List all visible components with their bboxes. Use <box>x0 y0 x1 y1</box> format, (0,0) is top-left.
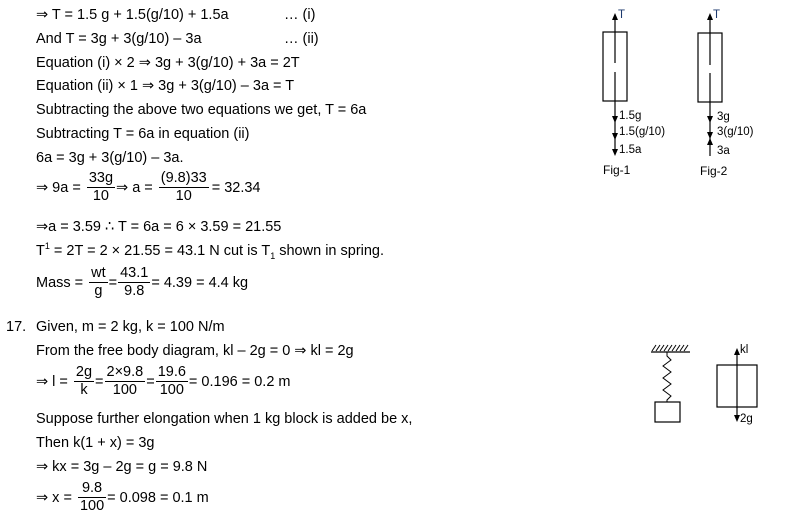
fig2-force-2: 3(g/10) <box>717 126 754 138</box>
question-number: 17. <box>6 319 27 335</box>
fraction-43.1-over-9.8: $\frac{43.1}{9.8}$ <box>120 265 149 299</box>
equation-i <box>36 6 229 24</box>
equation-ii-tag: … (ii) <box>284 31 319 47</box>
fig1-force-1: 1.5g <box>619 110 642 122</box>
equation-ii-times-1: Equation (ii) × 1 ⇒ 3g + 3(g/10) – 3a = T <box>36 78 295 94</box>
substitute-statement: Subtracting T = 6a in equation (ii) <box>36 126 250 142</box>
spring-force-label: kl <box>740 344 749 356</box>
fig2-force-1: 3g <box>717 111 730 123</box>
fig2-caption: Fig-2 <box>700 164 728 178</box>
equation-ii: And T = 3g + 3(g/10) – 3a <box>36 31 202 47</box>
elongation-statement: Suppose further elongation when 1 kg block is added be x, <box>36 411 413 427</box>
equation-x: ⇒ x = $\frac{9.8}{100}$ = 0.098 = 0.1 m <box>36 480 209 514</box>
equation-k1x: Then k(1 + x) = 3g <box>36 435 155 451</box>
equation-mass: Mass = $\frac{wt}{g}$ = $\frac{43.1}{9.8}$ = 4.39 = 4.4 kg <box>36 265 249 299</box>
fig1-tension-label: T <box>618 9 626 21</box>
equation-kx: ⇒ kx = 3g – 2g = g = 9.8 N <box>36 459 208 475</box>
equation-a-value: ⇒a = 3.59 ∴ T = 6a = 6 × 3.59 = 21.55 <box>36 219 282 235</box>
fig1-caption: Fig-1 <box>603 163 631 177</box>
fraction-2x9.8-over-100: $\frac{2\times 9.8}{100}$ <box>106 364 144 398</box>
fig1-force-2: 1.5(g/10) <box>619 126 666 138</box>
weight-label: 2g <box>740 413 753 425</box>
fraction-wt-over-g: $\frac{wt}{g}$ <box>91 265 106 299</box>
equation-l: ⇒ l = $\frac{2g}{k}$ = $\frac{2\times 9.8}{100}$ = $\frac{19.6}{100}$ = 0.196 = 0.2 m <box>36 364 291 398</box>
fig2-tension-label: T <box>713 9 721 21</box>
equation-i-tag: … (i) <box>284 7 316 23</box>
fraction-9.8x33-over-10: $\frac{(9.8)33}{10}$ <box>160 170 207 204</box>
fraction-9.8-over-100: $\frac{9.8}{100}$ <box>79 480 105 514</box>
fraction-33g-over-10: $\frac{33g}{10}$ <box>88 170 114 204</box>
equation-i-text: ⇒ T = 1.5 g + 1.5(g/10) + 1.5a <box>36 7 229 23</box>
equation-t1: $T^1 = 2T = 2 \times 21.55 = 43.1$ N cut is $T_1$ shown in spring. <box>36 241 385 261</box>
fig1-force-3: 1.5a <box>619 144 642 156</box>
given-values: Given, m = 2 kg, k = 100 N/m <box>36 319 225 335</box>
fig2-force-3: 3a <box>717 145 730 157</box>
fraction-2g-over-k: $\frac{2g}{k}$ <box>75 364 93 398</box>
fraction-19.6-over-100: $\frac{19.6}{100}$ <box>157 364 186 398</box>
spring-block-diagram <box>645 340 695 425</box>
subtract-statement: Subtracting the above two equations we get, T = 6a <box>36 102 367 118</box>
equation-i-times-2: Equation (i) × 2 ⇒ 3g + 3(g/10) + 3a = 2T <box>36 55 300 71</box>
equation-6a: 6a = 3g + 3(g/10) – 3a. <box>36 150 184 166</box>
free-body-equation: From the free body diagram, kl – 2g = 0 ⇒ kl = 2g <box>36 343 354 359</box>
equation-9a: ⇒ 9a = $\frac{33g}{10}$ ⇒ a = $\frac{(9.8)33}{10}$ = 32.34 <box>36 170 261 204</box>
